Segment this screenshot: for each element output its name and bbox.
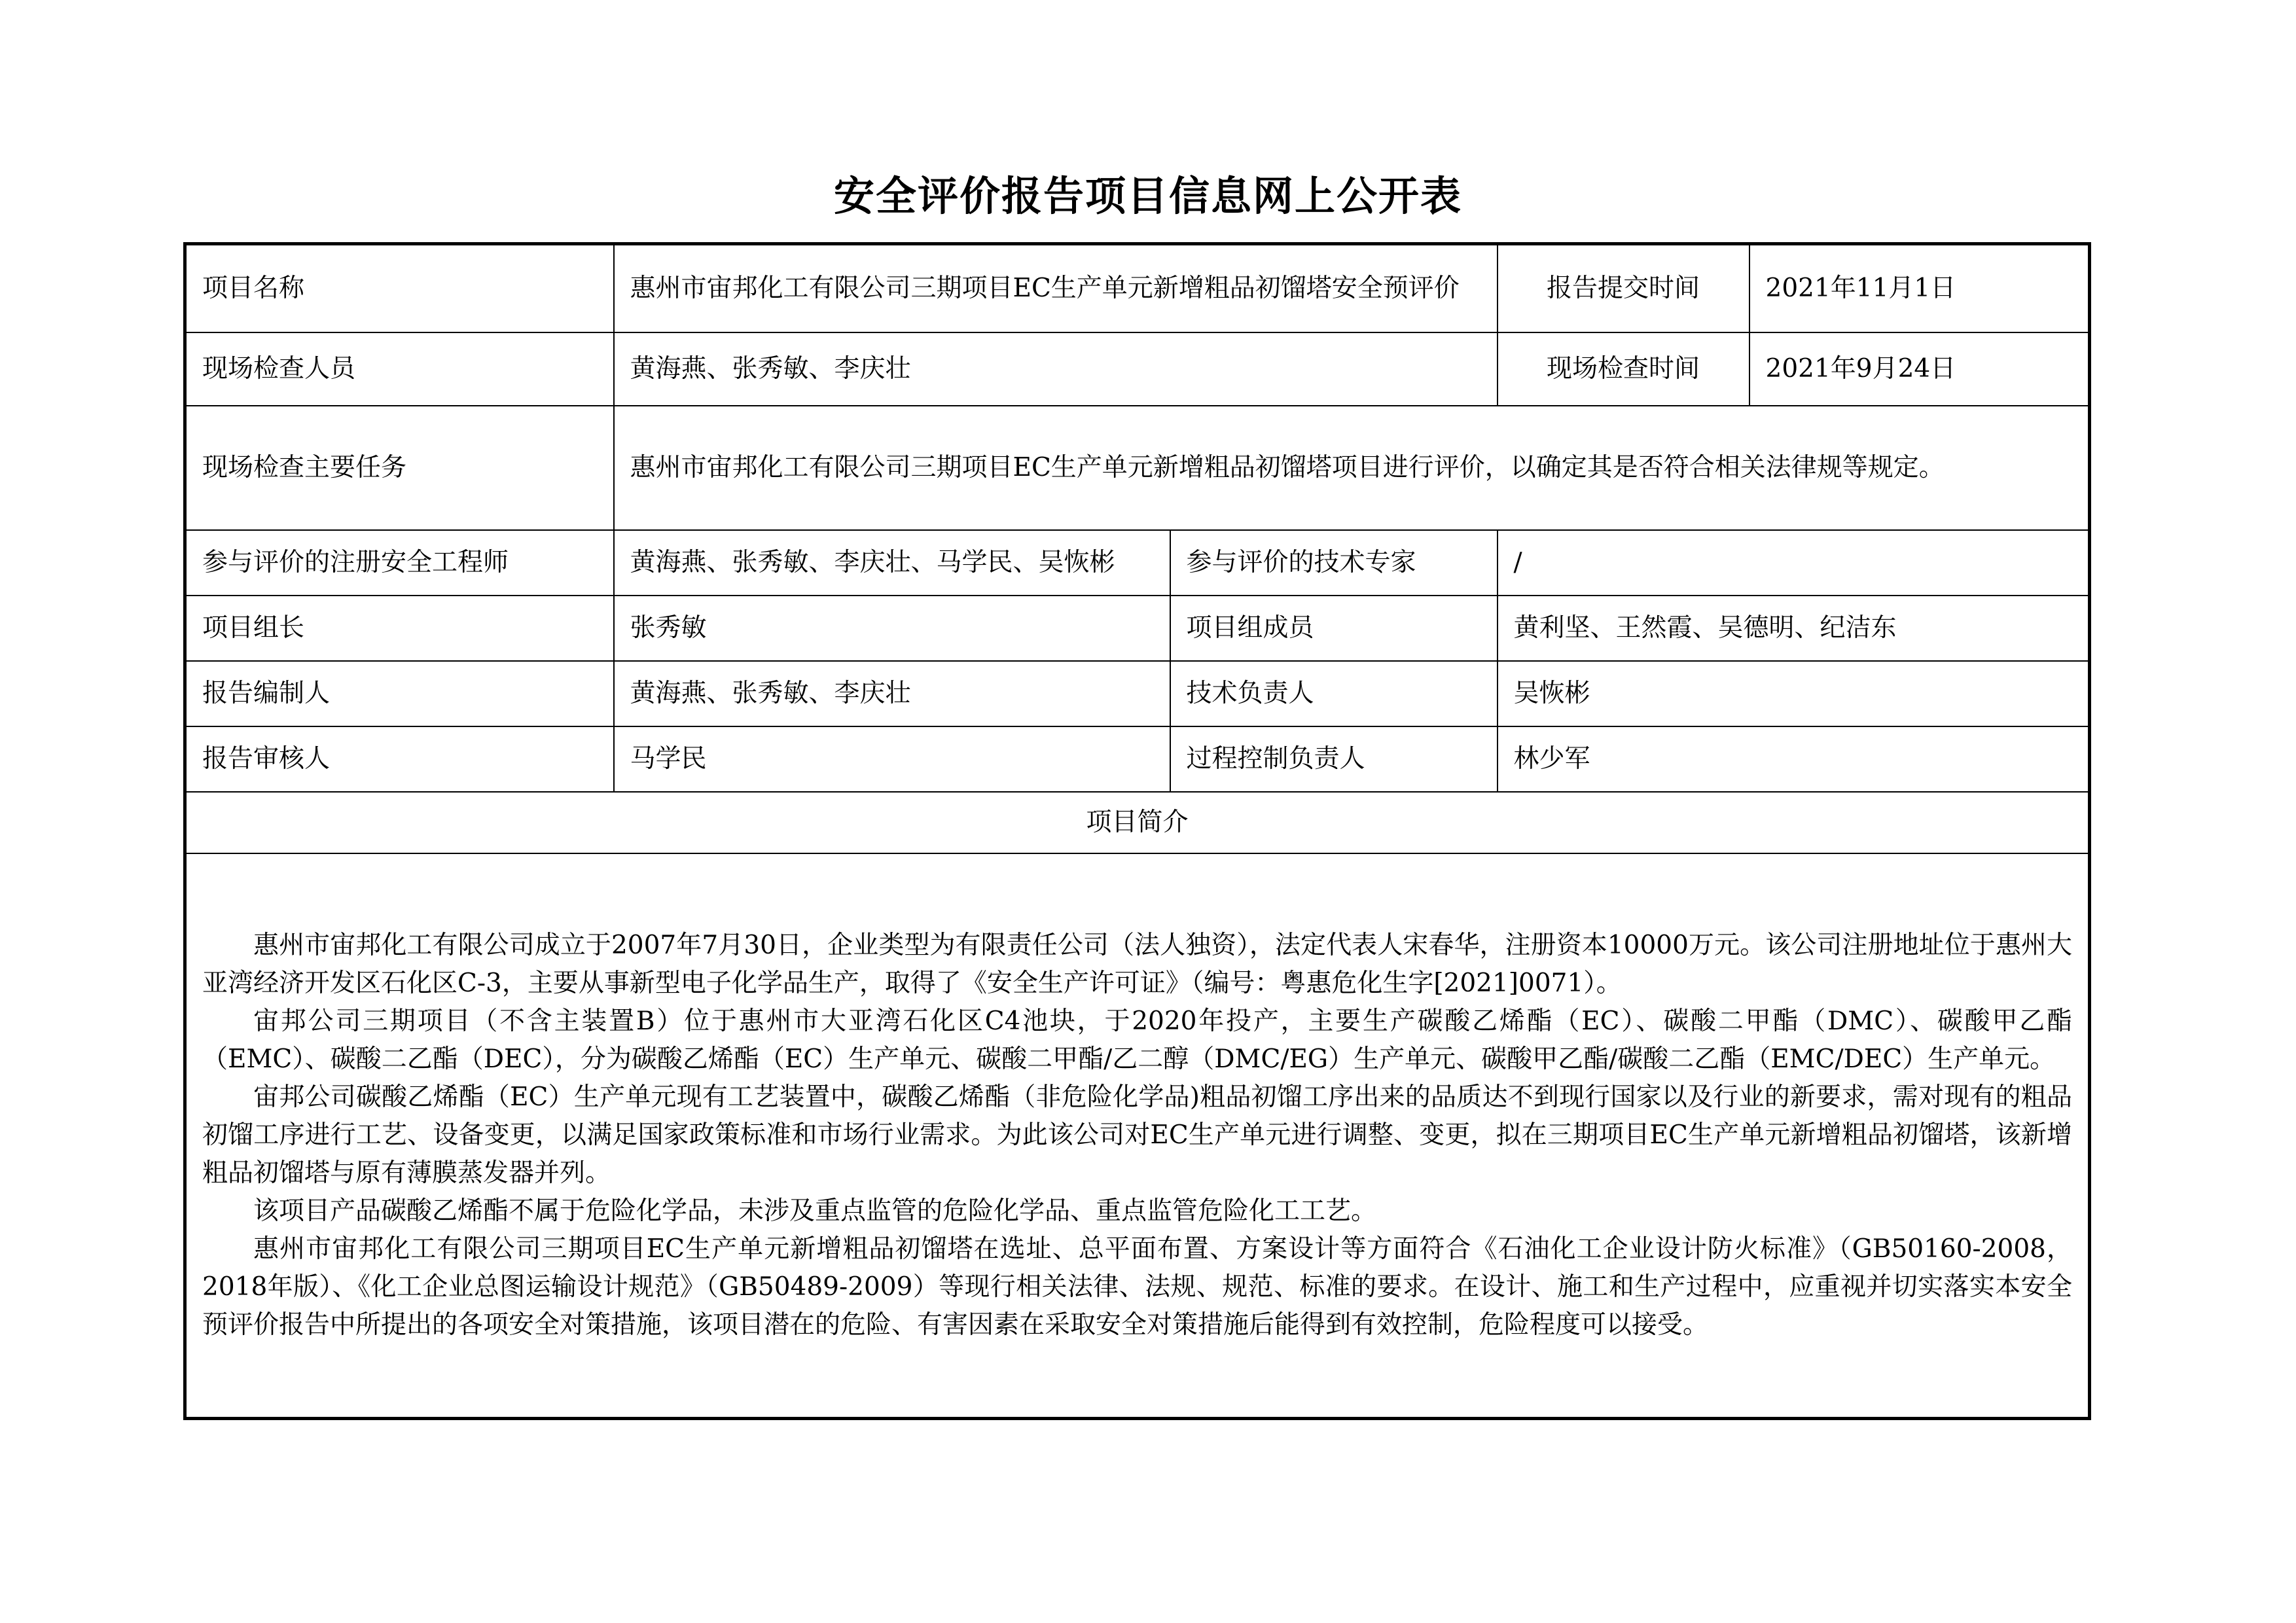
compiler-value: 黄海燕、张秀敏、李庆壮: [614, 661, 1170, 726]
row-intro-heading: [185, 792, 2090, 853]
tech-lead-label: 技术负责人: [1170, 661, 1498, 726]
inspectors-value: 黄海燕、张秀敏、李庆壮: [614, 332, 1498, 406]
tech-lead-value: 吴恢彬: [1498, 661, 2090, 726]
experts-label: 参与评价的技术专家: [1170, 530, 1498, 596]
main-task-label: 现场检查主要任务: [185, 406, 614, 530]
intro-paragraph: 该项目产品碳酸乙烯酯不属于危险化学品，未涉及重点监管的危险化学品、重点监管危险化工工艺。: [253, 1196, 1377, 1226]
document-title: 安全评价报告项目信息网上公开表: [833, 172, 1462, 220]
engineers-label: 参与评价的注册安全工程师: [185, 530, 614, 596]
reviewer-value: 马学民: [614, 726, 1170, 792]
inspect-time-label: 现场检查时间: [1498, 332, 1749, 406]
reviewer-label: 报告审核人: [185, 726, 614, 792]
intro-paragraph: 惠州市宙邦化工有限公司三期项目EC生产单元新增粗品初馏塔在选址、总平面布置、方案设计等方面符合《石油化工企业设计防火标准》（GB50160-2008，2018年版）、《化工企业总图运输设计规范》（GB50489-2009）等现行相关法律、法规、规范、标准的要求。在设计、施工和生产过程中，应重视并切实落实本安全预评价报告中所提出的各项安全对策措施，该项目潜在的危险、有害因素在采取安全对策措施后能得到有效控制，危险程度可以接受。: [202, 1234, 2072, 1340]
intro-paragraph: 宙邦公司碳酸乙烯酯（EC）生产单元现有工艺装置中，碳酸乙烯酯（非危险化学品)粗品初馏工序出来的品质达不到现行国家以及行业的新要求，需对现有的粗品初馏工序进行工艺、设备变更，以满足国家政策标准和市场行业需求。为此该公司对EC生产单元进行调整、变更，拟在三期项目EC生产单元新增粗品初馏塔，该新增粗品初馏塔与原有薄膜蒸发器并列。: [202, 1082, 2072, 1188]
process-lead-label: 过程控制负责人: [1170, 726, 1498, 792]
row-intro-body: [185, 853, 2090, 1419]
intro-body: [185, 853, 2090, 1419]
main-task-value: 惠州市宙邦化工有限公司三期项目EC生产单元新增粗品初馏塔项目进行评价，以确定其是否符合相关法律规等规定。: [614, 406, 2090, 530]
intro-heading: 项目简介: [185, 792, 2090, 853]
submit-time-label: 报告提交时间: [1498, 244, 1749, 333]
row-compiler: [185, 661, 2090, 726]
row-leader: [185, 596, 2090, 661]
intro-paragraph: 惠州市宙邦化工有限公司成立于2007年7月30日，企业类型为有限责任公司（法人独资），法定代表人宋春华，注册资本10000万元。该公司注册地址位于惠州大亚湾经济开发区石化区C-3，主要从事新型电子化学品生产，取得了《安全生产许可证》（编号：粤惠危化生字[2021]0071）。: [202, 931, 2072, 998]
row-project-name: [185, 244, 2090, 333]
inspectors-label: 现场检查人员: [185, 332, 614, 406]
leader-value: 张秀敏: [614, 596, 1170, 661]
row-main-task: [185, 406, 2090, 530]
experts-value: /: [1498, 530, 2090, 596]
row-inspectors: [185, 332, 2090, 406]
inspect-time-value: 2021年9月24日: [1749, 332, 2090, 406]
compiler-label: 报告编制人: [185, 661, 614, 726]
process-lead-value: 林少军: [1498, 726, 2090, 792]
project-name-label: 项目名称: [185, 244, 614, 333]
submit-time-value: 2021年11月1日: [1749, 244, 2090, 333]
leader-label: 项目组长: [185, 596, 614, 661]
intro-paragraph: 宙邦公司三期项目（不含主装置B）位于惠州市大亚湾石化区C4池块，于2020年投产，主要生产碳酸乙烯酯（EC）、碳酸二甲酯（DMC）、碳酸甲乙酯（EMC）、碳酸二乙酯（DEC），分为碳酸乙烯酯（EC）生产单元、碳酸二甲酯/乙二醇（DMC/EG）生产单元、碳酸甲乙酯/碳酸二乙酯（EMC/DEC）生产单元。: [202, 1007, 2072, 1074]
project-name-value: 惠州市宙邦化工有限公司三期项目EC生产单元新增粗品初馏塔安全预评价: [614, 244, 1498, 333]
engineers-value: 黄海燕、张秀敏、李庆壮、马学民、吴恢彬: [614, 530, 1170, 596]
row-reviewer: [185, 726, 2090, 792]
members-label: 项目组成员: [1170, 596, 1498, 661]
members-value: 黄利坚、王然霞、吴德明、纪洁东: [1498, 596, 2090, 661]
info-table: [183, 242, 2091, 1420]
row-engineers: [185, 530, 2090, 596]
